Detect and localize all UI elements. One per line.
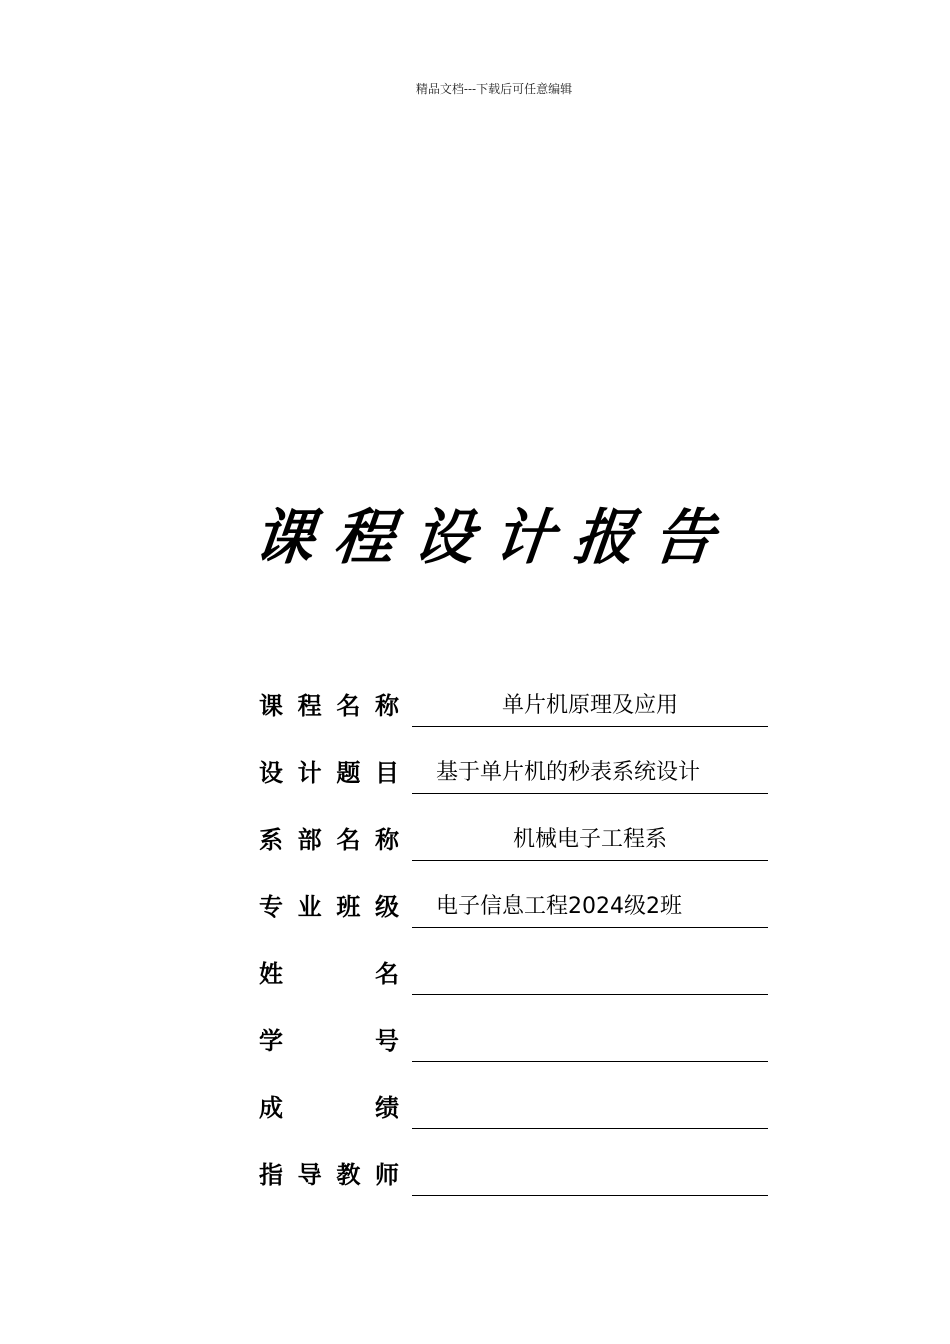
field-line (412, 1155, 768, 1196)
field-label: 系部名称 (259, 826, 399, 854)
field-line (412, 954, 768, 995)
field-value: 机械电子工程系 (512, 827, 667, 852)
field-student-id (259, 1021, 779, 1088)
field-label: 设计题目 (259, 759, 399, 787)
field-line (412, 1088, 768, 1129)
field-line (412, 686, 768, 727)
field-value (412, 1088, 768, 1128)
field-major-class (259, 887, 779, 954)
field-label: 课程名称 (259, 692, 399, 720)
field-value: 电子信息工程2024级2班 (436, 894, 682, 919)
field-grade (259, 1088, 779, 1155)
header-note: 精品文档---下载后可任意编辑 (415, 82, 573, 96)
field-advisor (259, 1155, 779, 1222)
field-value (412, 1155, 768, 1195)
field-student-name (259, 954, 779, 1021)
field-department (259, 820, 779, 887)
field-line (412, 820, 768, 861)
field-line (412, 753, 768, 794)
field-line (412, 1021, 768, 1062)
field-label: 姓名 (259, 960, 399, 988)
field-label: 专业班级 (259, 893, 399, 921)
field-course-name (259, 686, 779, 753)
field-design-topic (259, 753, 779, 820)
report-title: 课程设计报告 (250, 503, 738, 573)
field-value (412, 954, 768, 994)
field-value (412, 1021, 768, 1061)
field-value: 基于单片机的秒表系统设计 (436, 760, 701, 785)
cover-info-fields (259, 686, 779, 1222)
field-label: 学号 (259, 1027, 399, 1055)
field-value: 单片机原理及应用 (501, 693, 678, 718)
field-line (412, 887, 768, 928)
field-label: 成绩 (259, 1094, 399, 1122)
field-label: 指导教师 (259, 1161, 399, 1189)
